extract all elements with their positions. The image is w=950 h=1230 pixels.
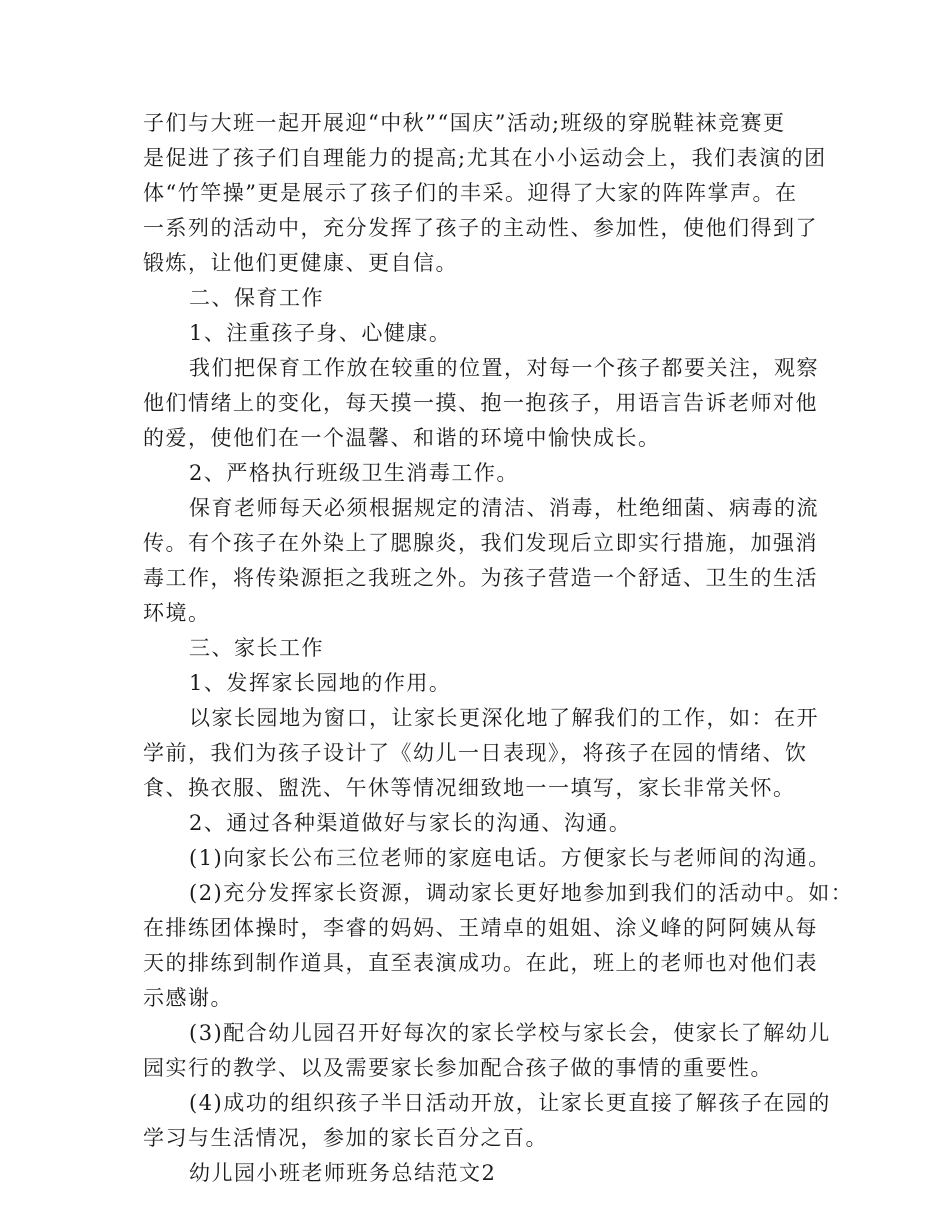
list-item: (4)成功的组织孩子半日活动开放，让家长更直接了解孩子在园的: [189, 1091, 831, 1115]
list-item: (1)向家长公布三位老师的家庭电话。方便家长与老师间的沟通。: [189, 846, 831, 870]
document-title: 幼儿园小班老师班务总结范文2: [189, 1161, 497, 1185]
text-line: 学前，我们为孩子设计了《幼儿一日表现》，将孩子在园的情绪、饮: [143, 741, 808, 765]
text-line: 的爱，使他们在一个温馨、和谐的环境中愉快成长。: [143, 426, 661, 450]
subsection-heading: 1、发挥家长园地的作用。: [189, 671, 452, 695]
text-line: 他们情绪上的变化，每天摸一摸、抱一抱孩子，用语言告诉老师对他: [143, 391, 818, 415]
list-item: (2)充分发挥家长资源，调动家长更好地参加到我们的活动中。如：: [189, 881, 854, 905]
subsection-heading: 2、通过各种渠道做好与家长的沟通、沟通。: [189, 811, 632, 835]
text-line: 毒工作，将传染源拒之我班之外。为孩子营造一个舒适、卫生的生活: [143, 566, 818, 590]
text-line: 食、换衣服、盥洗、午休等情况细致地一一填写，家长非常关怀。: [143, 776, 796, 800]
text-line: 锻炼，让他们更健康、更自信。: [143, 251, 458, 275]
text-line: 子们与大班一起开展迎“中秋”“国庆”活动;班级的穿脱鞋袜竞赛更: [143, 111, 786, 135]
list-item: (3)配合幼儿园召开好每次的家长学校与家长会，使家长了解幼儿: [189, 1021, 831, 1045]
paragraph-start: 以家长园地为窗口，让家长更深化地了解我们的工作，如：在开: [189, 706, 819, 730]
text-line: 环境。: [143, 601, 211, 625]
text-line: 一系列的活动中，充分发挥了孩子的主动性、参加性，使他们得到了: [143, 216, 818, 240]
section-heading: 二、保育工作: [189, 286, 324, 310]
text-line: 是促进了孩子们自理能力的提高;尤其在小小运动会上，我们表演的团: [143, 146, 827, 170]
section-heading: 三、家长工作: [189, 636, 324, 660]
subsection-heading: 1、注重孩子身、心健康。: [189, 321, 452, 345]
text-line: 示感谢。: [143, 986, 233, 1010]
text-line: 园实行的教学、以及需要家长参加配合孩子做的事情的重要性。: [143, 1056, 773, 1080]
text-line: 在排练团体操时，李睿的妈妈、王靖卓的姐姐、涂义峰的阿阿姨从每: [143, 916, 818, 940]
paragraph-start: 保育老师每天必须根据规定的清洁、消毒，杜绝细菌、病毒的流: [189, 496, 819, 520]
text-line: 体“竹竿操”更是展示了孩子们的丰采。迎得了大家的阵阵掌声。在: [143, 181, 798, 205]
document-body: [143, 106, 854, 1191]
subsection-heading: 2、严格执行班级卫生消毒工作。: [189, 461, 519, 485]
paragraph-start: 我们把保育工作放在较重的位置，对每一个孩子都要关注，观察: [189, 356, 819, 380]
text-line: 天的排练到制作道具，直至表演成功。在此，班上的老师也对他们表: [143, 951, 818, 975]
text-line: 传。有个孩子在外染上了腮腺炎，我们发现后立即实行措施，加强消: [143, 531, 818, 555]
text-line: 学习与生活情况，参加的家长百分之百。: [143, 1126, 548, 1150]
